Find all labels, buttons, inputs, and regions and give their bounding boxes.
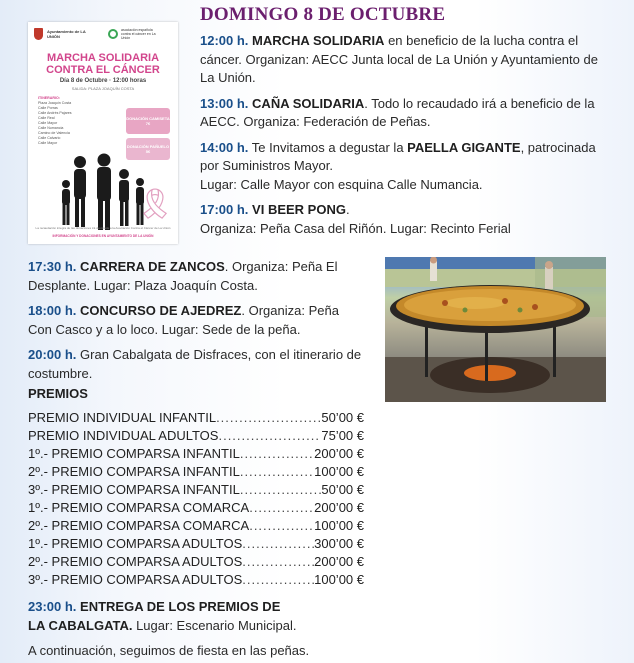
prize-dots <box>242 571 314 589</box>
event-name: MARCHA SOLIDARIA <box>252 33 385 48</box>
tshirt-donation-label: DONACIÓN CAMISETA 7€ <box>126 116 170 126</box>
event-description: . Organiza: Peña El Desplante. Lugar: Plaza Joaquín Costa. <box>28 259 338 293</box>
final-event <box>28 598 368 635</box>
prize-amount: 100’00 € <box>314 464 364 479</box>
prize-label: 1º.- PREMIO COMPARSA ADULTOS <box>28 536 243 551</box>
prizes-heading: PREMIOS <box>28 386 88 401</box>
prize-amount: 100’00 € <box>314 572 364 587</box>
prize-label: 1º.- PREMIO COMPARSA INFANTIL <box>28 446 240 461</box>
poster-title <box>28 52 178 76</box>
prize-dots <box>249 517 314 535</box>
prize-amount: 100’00 € <box>314 518 364 533</box>
poster-date: Día 8 de Octubre · 12:00 horas <box>59 78 147 84</box>
event-time: 17:00 h. <box>200 202 249 217</box>
prize-dots <box>240 463 314 481</box>
pink-ribbon-icon: 🎗 <box>136 188 175 221</box>
prize-label: PREMIO INDIVIDUAL ADULTOS <box>28 428 219 443</box>
itinerary-item: Calle Calvario <box>38 136 61 140</box>
event-list-top <box>200 32 608 238</box>
event-time: 14:00 h. <box>200 139 249 155</box>
prize-row <box>28 445 364 463</box>
tshirt-donation-badge <box>126 108 170 134</box>
prize-amount: 50’00 € <box>321 410 364 425</box>
prize-row <box>28 427 364 445</box>
event-location: Lugar: Escenario Municipal. <box>132 617 297 633</box>
prize-label: 3º.- PREMIO COMPARSA INFANTIL <box>28 482 240 497</box>
shield-icon <box>34 28 43 40</box>
closing-text: A continuación, seguimos de fiesta en las peñas. <box>28 643 310 658</box>
poster-itinerary <box>38 96 92 146</box>
itinerary-item: Calle Porras <box>38 106 58 110</box>
event-description: . Todo lo recaudado irá a beneficio de la AECC. Organiza: Federación de Peñas. <box>200 95 595 129</box>
prize-row <box>28 409 364 427</box>
prize-dots <box>242 535 314 553</box>
ayuntamiento-logo <box>34 28 87 40</box>
poster-footer-info: INFORMACIÓN Y DONACIONES EN AYUNTAMIENTO DE LA UNIÓN <box>52 234 154 238</box>
aecc-circle-icon <box>108 29 118 39</box>
event-item <box>200 95 608 132</box>
itinerary-item: Calle Mayor <box>38 121 58 125</box>
event-name: CARRERA DE ZANCOS <box>80 259 225 274</box>
prize-label: 2º.- PREMIO COMPARSA INFANTIL <box>28 464 240 479</box>
prize-dots <box>218 427 321 445</box>
prize-row <box>28 499 364 517</box>
itinerary-item: Calle Real <box>38 116 55 120</box>
paella-pan-illustration <box>385 257 606 402</box>
event-item <box>28 302 366 339</box>
aecc-label: asociación española contra el cáncer en La Unión <box>121 28 156 41</box>
event-description: en beneficio de la lucha contra el cáncer. Organizan: AECC Junta local de La Unión y Ayuntamiento de La Unión. <box>200 33 598 85</box>
prize-dots <box>216 409 321 427</box>
prize-row <box>28 535 364 553</box>
event-name-continued: LA CABALGATA. <box>28 617 133 633</box>
prize-amount: 200’00 € <box>314 446 364 461</box>
prize-row <box>28 517 364 535</box>
page-title: DOMINGO 8 DE OCTUBRE <box>200 4 446 25</box>
prize-amount: 50’00 € <box>321 482 364 497</box>
prize-row <box>28 571 364 589</box>
itinerary-item: Calle Numancia <box>38 126 64 130</box>
prize-label: PREMIO INDIVIDUAL INFANTIL <box>28 410 217 425</box>
itinerary-item: Camino de Valencia <box>38 131 70 135</box>
prize-row <box>28 553 364 571</box>
marcha-solidaria-poster <box>28 22 178 244</box>
prize-amount: 200’00 € <box>314 500 364 515</box>
event-name: VI BEER PONG <box>252 202 346 217</box>
event-location: Lugar: Calle Mayor con esquina Calle Numancia. <box>200 176 483 192</box>
event-description: . <box>345 202 350 217</box>
prize-dots <box>240 445 314 463</box>
event-item <box>28 598 368 635</box>
itinerary-item: Plaza Joaquín Costa <box>38 101 72 105</box>
event-item <box>200 201 608 238</box>
event-description: , patrocinada por Suministros Mayor. <box>200 139 596 173</box>
event-item <box>200 32 608 88</box>
prize-row <box>28 481 364 499</box>
poster-title-line2: CONTRA EL CÁNCER <box>46 64 160 76</box>
prize-amount: 300’00 € <box>314 536 364 551</box>
prize-dots <box>249 499 314 517</box>
prize-amount: 75’00 € <box>321 428 364 443</box>
event-description: Gran Cabalgata de Disfraces, con el itinerario de costumbre. <box>28 347 362 381</box>
event-description: . Organiza: Peña Con Casco y a lo loco. Lugar: Sede de la peña. <box>28 303 339 337</box>
scarf-donation-label: DONACIÓN PAÑUELO 5€ <box>126 144 170 154</box>
prize-row <box>28 463 364 481</box>
prize-dots <box>242 553 314 571</box>
poster-footer: La recaudación integra de las donaciones irá destinada a la Asociación Contra el Cáncer de La Unión <box>35 226 171 230</box>
paella-photo <box>385 257 606 402</box>
prize-label: 3º.- PREMIO COMPARSA ADULTOS <box>28 572 243 587</box>
event-time: 17:30 h. <box>28 259 77 274</box>
event-item <box>200 139 608 195</box>
ayuntamiento-label: Ayuntamiento de LA UNIÓN <box>47 29 86 39</box>
aecc-logo <box>108 28 161 41</box>
event-name: CAÑA SOLIDARIA <box>252 95 365 111</box>
event-item <box>28 346 366 383</box>
prize-label: 1º.- PREMIO COMPARSA COMARCA <box>28 500 250 515</box>
event-intro: Te Invitamos a degustar la <box>248 139 408 155</box>
event-item <box>28 258 366 295</box>
poster-itinerary-header: ITINERARIO: <box>38 96 60 100</box>
itinerary-item: Calle Mayor <box>38 141 58 145</box>
prize-label: 2º.- PREMIO COMPARSA COMARCA <box>28 518 250 533</box>
prize-label: 2º.- PREMIO COMPARSA ADULTOS <box>28 554 243 569</box>
event-time: 13:00 h. <box>200 95 249 111</box>
prize-amount: 200’00 € <box>314 554 364 569</box>
event-time: 20:00 h. <box>28 347 77 362</box>
event-time: 23:00 h. <box>28 599 77 614</box>
prize-dots <box>240 481 322 499</box>
itinerary-item: Calle Andrés Pajares <box>38 111 72 115</box>
event-list-mid <box>28 258 366 383</box>
event-name: ENTREGA DE LOS PREMIOS DE <box>80 599 281 614</box>
event-time: 12:00 h. <box>200 33 249 48</box>
event-location: Organiza: Peña Casa del Riñón. Lugar: Recinto Ferial <box>200 220 511 236</box>
event-name: CONCURSO DE AJEDREZ <box>80 303 242 318</box>
event-time: 18:00 h. <box>28 303 77 318</box>
poster-title-line1: MARCHA SOLIDARIA <box>46 52 160 64</box>
event-name: PAELLA GIGANTE <box>407 139 521 155</box>
poster-start: SALIDA: PLAZA JOAQUÍN COSTA <box>71 86 135 91</box>
